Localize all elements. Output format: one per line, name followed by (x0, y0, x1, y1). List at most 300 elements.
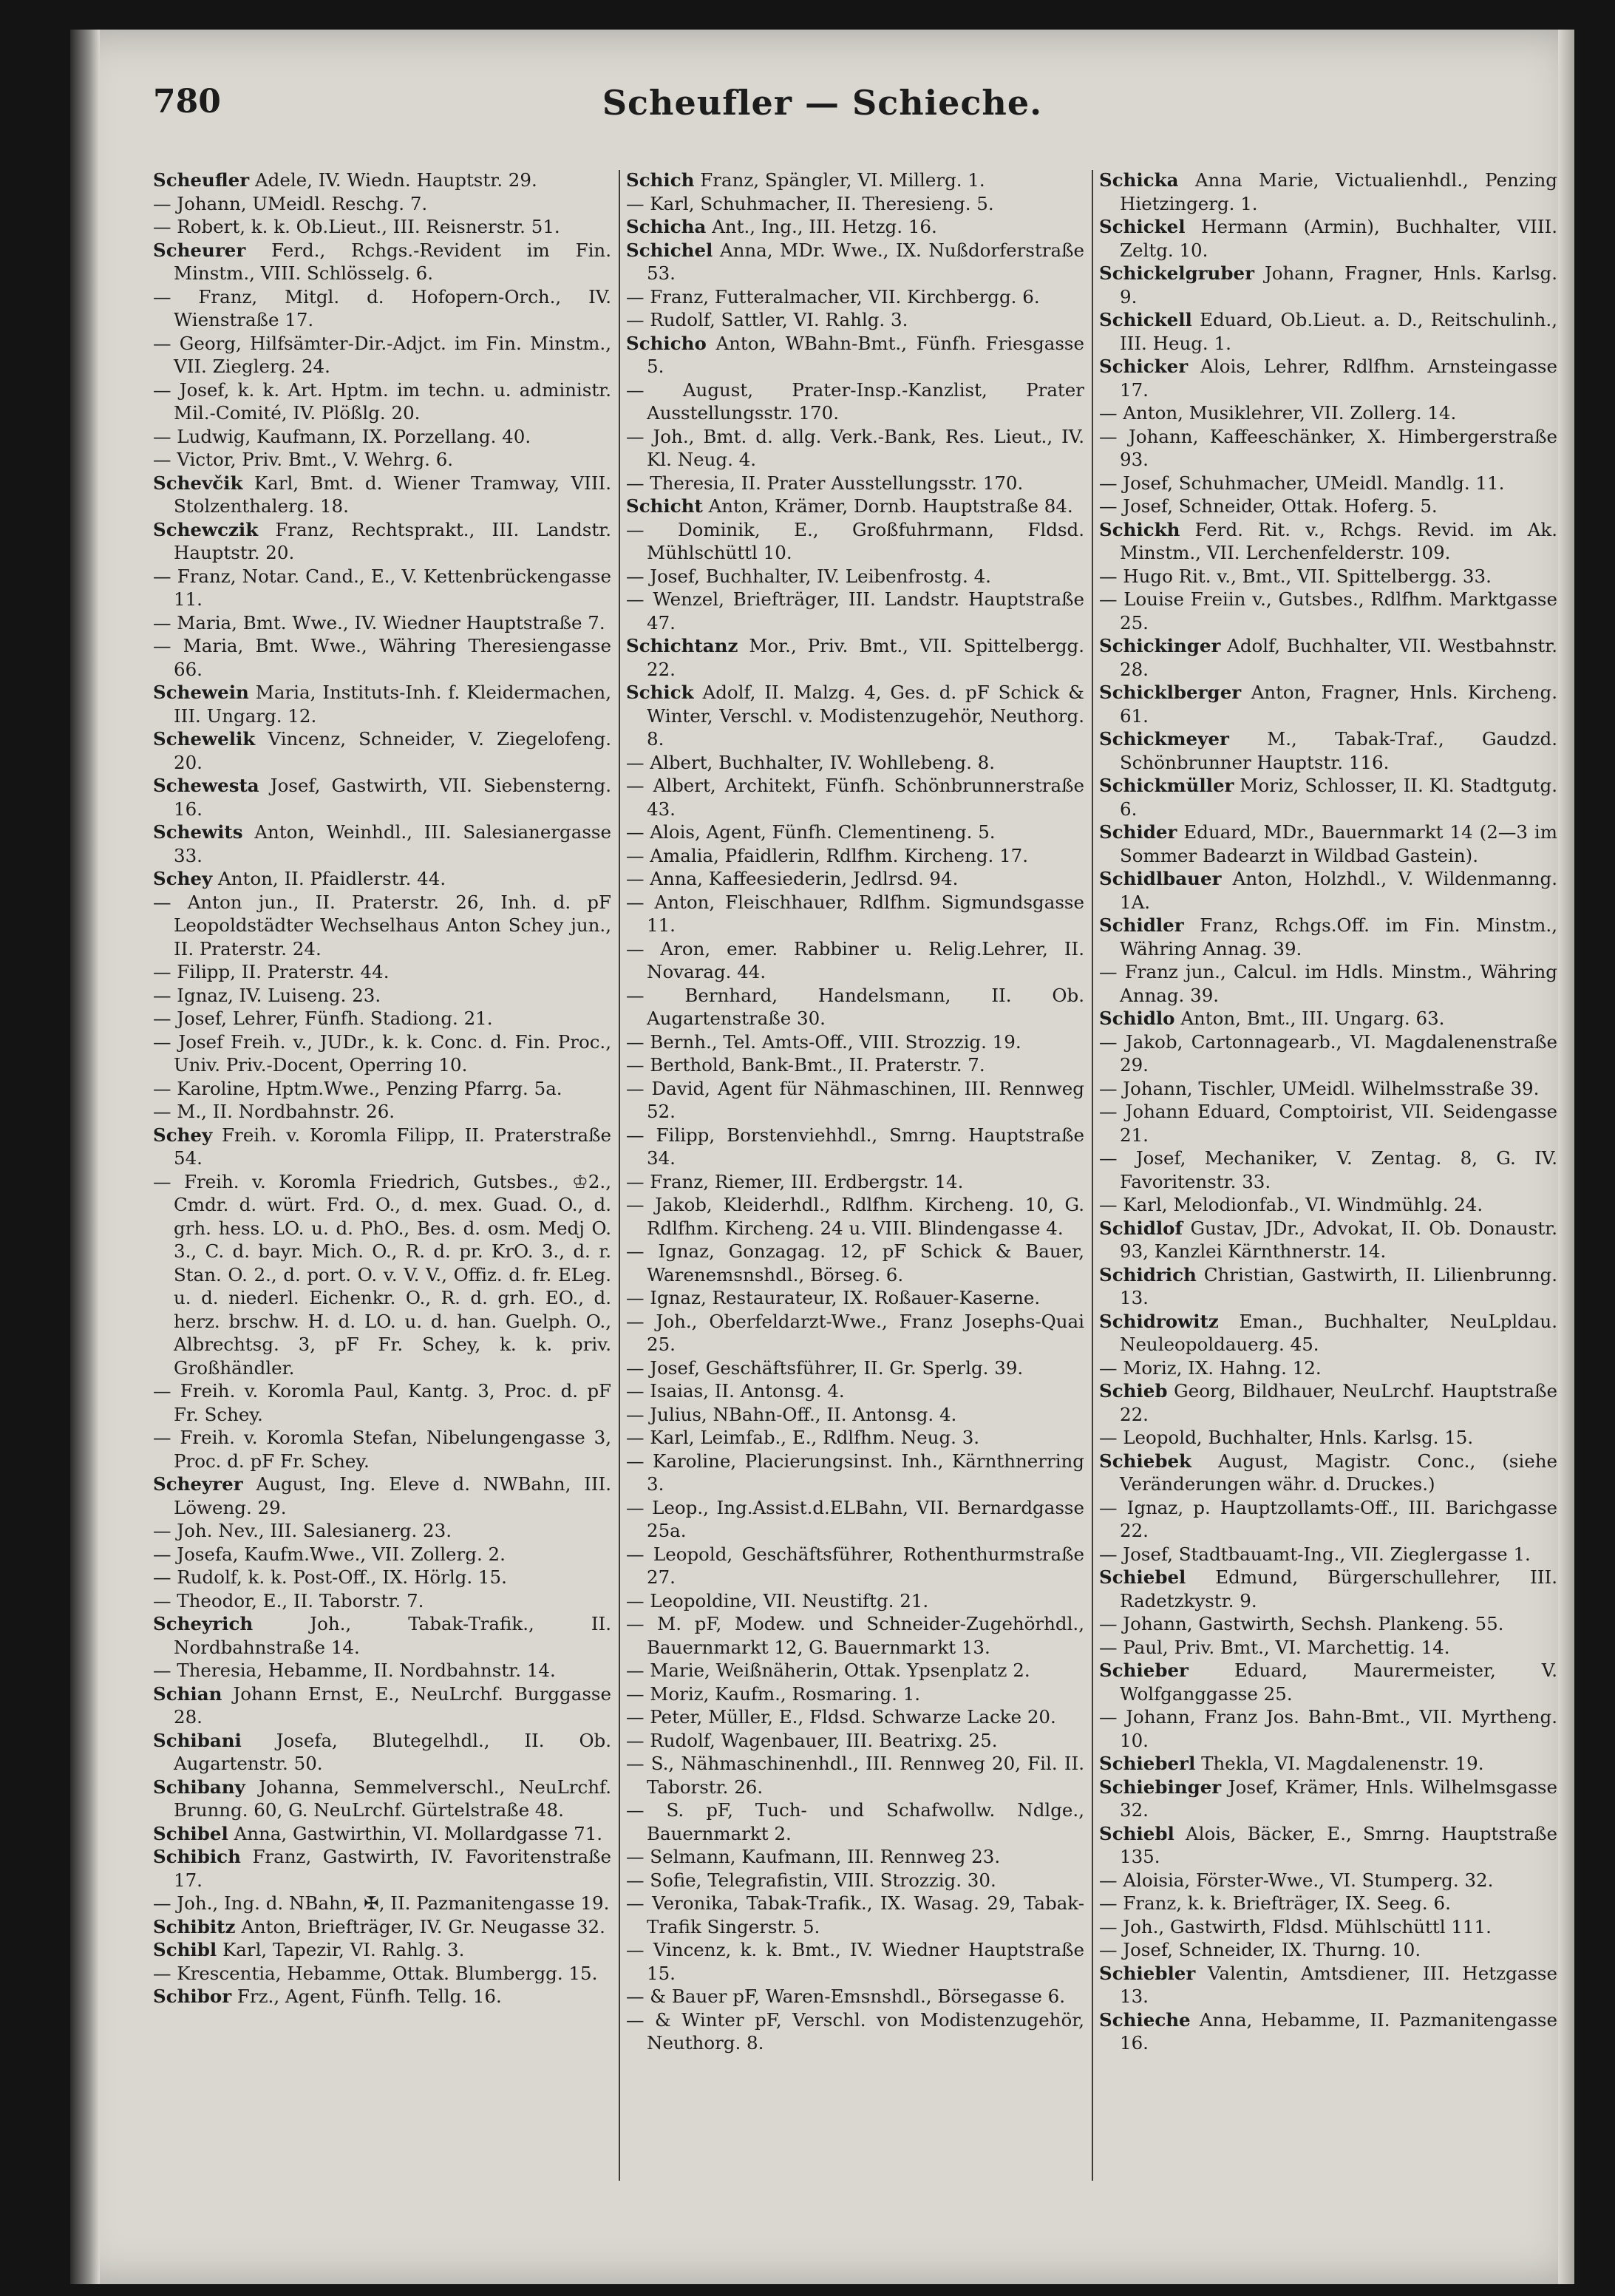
directory-entry (1099, 1379, 1557, 1426)
entry-text: — Theresia, Hebamme, II. Nordbahnstr. 14. (153, 1660, 556, 1681)
entry-text: — Josef, Geschäftsführer, II. Gr. Sperlg. 39. (626, 1356, 1024, 1379)
directory-entry (1099, 727, 1557, 774)
entry-text: — Julius, NBahn-Off., II. Antonsg. 4. (626, 1403, 957, 1425)
directory-entry (626, 2008, 1084, 2055)
directory-entry (153, 1473, 611, 1519)
directory-entry (1099, 518, 1557, 565)
entry-surname: Schey (153, 868, 213, 889)
directory-entry (1099, 1938, 1557, 1962)
entry-text: — Leopold, Buchhalter, Hnls. Karlsg. 15. (1099, 1427, 1474, 1448)
directory-entry (153, 285, 611, 332)
directory-entry (626, 1124, 1084, 1170)
entry-text: Anna, MDr. Wwe., IX. Nußdorferstraße 53. (647, 239, 1084, 284)
directory-entry (1099, 1030, 1557, 1077)
directory-entry (1099, 1450, 1557, 1496)
directory-entry (626, 634, 1084, 681)
entry-text: — Josef, Schneider, Ottak. Hoferg. 5. (1099, 495, 1438, 517)
directory-entry (626, 1450, 1084, 1496)
directory-entry (153, 1822, 611, 1846)
entry-surname: Schiebl (1099, 1822, 1174, 1844)
entry-text: — Jakob, Kleiderhdl., Rdlfhm. Kircheng. 10, G. Rdlfhm. Kircheng. 24 u. VIII. Blindengasse 4. (626, 1194, 1084, 1239)
entry-surname: Schiebler (1099, 1962, 1196, 1984)
entry-surname: Schidlo (1099, 1008, 1175, 1029)
directory-entry (626, 1682, 1084, 1706)
directory-page (70, 30, 1574, 2284)
directory-entry (626, 565, 1084, 588)
running-head: Scheufler — Schieche. (602, 83, 1043, 123)
directory-entry (626, 1985, 1084, 2008)
directory-entry (153, 192, 611, 216)
directory-entry (626, 1030, 1084, 1054)
directory-entry (626, 1752, 1084, 1799)
entry-text: Adolf, Buchhalter, VII. Westbahnstr. 28. (1120, 635, 1557, 680)
directory-entry (153, 1077, 611, 1101)
entry-text: Karl, Bmt. d. Wiener Tramway, VIII. Stolzenthalerg. 18. (174, 472, 611, 517)
entry-text: — Wenzel, Briefträger, III. Landstr. Hauptstraße 47. (626, 588, 1084, 634)
entry-surname: Schieb (1099, 1380, 1168, 1402)
entry-surname: Schidler (1099, 914, 1184, 936)
directory-entry (1099, 472, 1557, 495)
entry-surname: Schickell (1099, 309, 1192, 330)
entry-text: Johanna, Semmelverschl., NeuLrchf. Brunng. 60, G. NeuLrchf. Gürtelstraße 48. (174, 1776, 611, 1821)
entry-surname: Schevčik (153, 472, 243, 494)
entry-text: Mor., Priv. Bmt., VII. Spittelbergg. 22. (647, 635, 1084, 680)
directory-entry (1099, 1193, 1557, 1217)
entry-text: — Freih. v. Koromla Stefan, Nibelungengasse 3, Proc. d. pF Fr. Schey. (153, 1427, 611, 1472)
entry-text: — Marie, Weißnäherin, Ottak. Ypsenplatz 2. (626, 1660, 1030, 1681)
entry-text: Anton, Bmt., III. Ungarg. 63. (1180, 1008, 1445, 1029)
directory-entry (153, 448, 611, 472)
entry-text: Josef, Krämer, Hnls. Wilhelmsgasse 32. (1120, 1776, 1557, 1821)
directory-entry (153, 611, 611, 635)
directory-entry (1099, 914, 1557, 960)
entry-surname: Schewein (153, 682, 249, 703)
directory-entry (1099, 1915, 1557, 1939)
entry-text: — & Winter pF, Verschl. von Modistenzugehör, Neuthorg. 8. (626, 2008, 1084, 2054)
entry-text: — Veronika, Tabak-Trafik., IX. Wasag. 29, Tabak-Trafik Singerstr. 5. (626, 1892, 1084, 1937)
column-rule-2 (1092, 170, 1093, 2181)
entry-text: — Franz, k. k. Briefträger, IX. Seeg. 6. (1099, 1892, 1451, 1914)
directory-entry (626, 1496, 1084, 1543)
entry-text: Karl, Tapezir, VI. Rahlg. 3. (222, 1939, 465, 1960)
directory-entry (626, 332, 1084, 378)
entry-text: — Leop., Ing.Assist.d.ELBahn, VII. Bernardgasse 25a. (626, 1496, 1084, 1541)
entry-surname: Schidlof (1099, 1217, 1183, 1239)
entry-surname: Schibitz (153, 1915, 236, 1937)
directory-entry (1099, 1869, 1557, 1892)
directory-entry (153, 1543, 611, 1566)
page-number: 780 (153, 83, 221, 120)
directory-entry (626, 1659, 1084, 1682)
entry-text: — Ignaz, IV. Luiseng. 23. (153, 984, 381, 1006)
entry-text: — Rudolf, Wagenbauer, III. Beatrixg. 25. (626, 1729, 998, 1751)
directory-entry (153, 1030, 611, 1077)
entry-text: Anton, Briefträger, IV. Gr. Neugasse 32. (241, 1915, 605, 1937)
entry-surname: Schidrowitz (1099, 1310, 1219, 1332)
entry-text: M., Tabak-Traf., Gaudzd. Schönbrunner Hauptstr. 116. (1120, 728, 1558, 773)
directory-entry (153, 1379, 611, 1426)
entry-surname: Schickmüller (1099, 775, 1234, 796)
directory-entry (153, 867, 611, 891)
entry-text: — Berthold, Bank-Bmt., II. Praterstr. 7. (626, 1054, 985, 1076)
entry-text: Adele, IV. Wiedn. Hauptstr. 29. (254, 169, 537, 191)
directory-entry (1099, 1659, 1557, 1705)
entry-surname: Schicha (626, 216, 707, 237)
entry-text: — Paul, Priv. Bmt., VI. Marchettig. 14. (1099, 1636, 1450, 1658)
entry-surname: Schicht (626, 495, 703, 517)
entry-text: Anna Marie, Victualienhdl., Penzing Hietzingerg. 1. (1120, 169, 1557, 214)
entry-surname: Schidlbauer (1099, 868, 1222, 889)
entry-text: Franz, Spängler, VI. Millerg. 1. (700, 169, 985, 191)
entry-surname: Schick (626, 682, 694, 703)
directory-entry (1099, 1100, 1557, 1147)
entry-text: — Selmann, Kaufmann, III. Rennweg 23. (626, 1846, 1001, 1867)
entry-text: — Aron, emer. Rabbiner u. Relig.Lehrer, II. Novarag. 44. (626, 937, 1084, 982)
directory-entry (153, 1612, 611, 1659)
entry-text: — Rudolf, Sattler, VI. Rahlg. 3. (626, 309, 908, 330)
entry-text: — Johann, Tischler, UMeidl. Wilhelmsstraße 39. (1099, 1077, 1540, 1099)
entry-text: — Hugo Rit. v., Bmt., VII. Spittelbergg. 33. (1099, 565, 1492, 587)
entry-text: Anton, Holzhdl., V. Wildenmanng. 1A. (1120, 868, 1557, 913)
entry-text: — Johann, Kaffeeschänker, X. Himbergerstraße 93. (1099, 425, 1557, 470)
directory-entry (153, 1566, 611, 1589)
entry-text: Edmund, Bürgerschullehrer, III. Radetzkystr. 9. (1120, 1566, 1558, 1611)
directory-entry (626, 1892, 1084, 1938)
directory-entry (1099, 1007, 1557, 1030)
directory-entry (626, 1799, 1084, 1845)
entry-text: Freih. v. Koromla Filipp, II. Praterstraße 54. (174, 1124, 611, 1169)
entry-surname: Schey (153, 1124, 213, 1146)
entry-text: — Ignaz, Restaurateur, IX. Roßauer-Kaserne. (626, 1287, 1041, 1308)
directory-entry (153, 821, 611, 867)
entry-surname: Schewits (153, 821, 243, 843)
entry-text: Franz, Rchgs.Off. im Fin. Minstm., Währing Annag. 39. (1120, 914, 1557, 960)
entry-surname: Schich (626, 169, 695, 191)
entry-text: — Joh., Gastwirth, Fldsd. Mühlschüttl 111. (1099, 1915, 1492, 1937)
directory-entry (1099, 1566, 1557, 1612)
entry-text: — Maria, Bmt. Wwe., IV. Wiedner Hauptstraße 7. (153, 611, 605, 634)
entry-text: — M. pF, Modew. und Schneider-Zugehörhdl., Bauernmarkt 12, G. Bauernmarkt 13. (626, 1613, 1084, 1658)
entry-text: Eduard, MDr., Bauernmarkt 14 (2—3 im Sommer Badearzt in Wildbad Gastein). (1120, 821, 1557, 866)
directory-entry (1099, 1356, 1557, 1380)
directory-entry (153, 1915, 611, 1939)
entry-text: Frz., Agent, Fünfh. Tellg. 16. (237, 1986, 502, 2007)
entry-surname: Schickinger (1099, 635, 1221, 656)
entry-text: Johann, Fragner, Hnls. Karlsg. 9. (1120, 262, 1557, 308)
directory-entry (153, 1519, 611, 1543)
entry-text: — Franz, Futteralmacher, VII. Kirchbergg. 6. (626, 285, 1040, 308)
directory-entry (1099, 588, 1557, 634)
directory-entry (1099, 1147, 1557, 1193)
entry-text: Anton, Weinhdl., III. Salesianergasse 33. (174, 821, 611, 866)
entry-text: August, Magistr. Conc., (siehe Veränderungen währ. d. Druckes.) (1120, 1450, 1557, 1495)
entry-surname: Schicho (626, 332, 707, 354)
entry-text: Ferd., Rchgs.-Revident im Fin. Minstm., VIII. Schlösselg. 6. (174, 239, 611, 284)
directory-entry (153, 1776, 611, 1822)
entry-surname: Schidrich (1099, 1263, 1197, 1285)
directory-entry (626, 285, 1084, 309)
entry-text: — Peter, Müller, E., Fldsd. Schwarze Lacke 20. (626, 1706, 1056, 1728)
directory-entry (626, 1729, 1084, 1753)
directory-entry (153, 1892, 611, 1915)
directory-entry (626, 518, 1084, 565)
directory-entry (626, 308, 1084, 332)
directory-entry (153, 1170, 611, 1380)
directory-entry (153, 169, 611, 192)
directory-entry (1099, 1776, 1557, 1822)
directory-entry (626, 681, 1084, 751)
directory-entry (1099, 1752, 1557, 1776)
entry-surname: Schibany (153, 1776, 245, 1798)
entry-text: — Joh., Oberfeldarzt-Wwe., Franz Josephs-Quai 25. (626, 1310, 1084, 1355)
directory-entry (1099, 1077, 1557, 1101)
directory-entry (1099, 867, 1557, 914)
column-3 (1099, 169, 1557, 2055)
entry-surname: Schicker (1099, 356, 1189, 377)
entry-text: — Moriz, IX. Hahng. 12. (1099, 1356, 1322, 1379)
entry-surname: Schider (1099, 821, 1177, 843)
entry-surname: Schickh (1099, 518, 1180, 540)
entry-text: — Leopold, Geschäftsführer, Rothenthurmstraße 27. (626, 1543, 1084, 1588)
directory-entry (626, 1938, 1084, 1985)
directory-entry (1099, 681, 1557, 727)
entry-text: — & Bauer pF, Waren-Emsnshdl., Börsegasse 6. (626, 1986, 1065, 2007)
directory-entry (626, 1426, 1084, 1450)
directory-entry (1099, 215, 1557, 262)
entry-text: Ant., Ing., III. Hetzg. 16. (712, 216, 937, 237)
directory-entry (153, 518, 611, 565)
directory-entry (626, 1310, 1084, 1356)
book-spine-shadow (70, 30, 100, 2284)
entry-text: Gustav, JDr., Advokat, II. Ob. Donaustr. 93, Kanzlei Kärnthnerstr. 14. (1120, 1217, 1557, 1262)
entry-text: Christian, Gastwirth, II. Lilienbrunng. 13. (1120, 1263, 1557, 1308)
directory-entry (153, 1426, 611, 1473)
directory-entry (626, 774, 1084, 821)
entry-text: — Anton, Fleischhauer, Rdlfhm. Sigmundsgasse 11. (626, 891, 1084, 936)
directory-entry (626, 472, 1084, 495)
page-edge (1558, 30, 1574, 2284)
entry-text: — Bernhard, Handelsmann, II. Ob. Augartenstraße 30. (626, 984, 1084, 1029)
directory-entry (153, 1682, 611, 1729)
directory-entry (1099, 355, 1557, 401)
directory-entry (1099, 634, 1557, 681)
entry-text: — Aloisia, Förster-Wwe., VI. Stumperg. 32. (1099, 1869, 1494, 1891)
entry-text: Ferd. Rit. v., Rchgs. Revid. im Ak. Minstm., VII. Lerchenfelderstr. 109. (1120, 518, 1557, 563)
directory-entry (1099, 1217, 1557, 1263)
entry-text: — Albert, Buchhalter, IV. Wohllebeng. 8. (626, 751, 996, 773)
directory-entry (626, 169, 1084, 192)
entry-text: — Josef, k. k. Art. Hptm. im techn. u. administr. Mil.-Comité, IV. Plößlg. 20. (153, 378, 611, 424)
directory-entry (1099, 774, 1557, 821)
entry-text: — August, Prater-Insp.-Kanzlist, Prater Ausstellungsstr. 170. (626, 378, 1084, 424)
directory-entry (153, 891, 611, 961)
directory-entry (626, 1193, 1084, 1240)
entry-text: Thekla, VI. Magdalenenstr. 19. (1201, 1753, 1484, 1774)
directory-entry (1099, 262, 1557, 308)
directory-entry (1099, 960, 1557, 1007)
entry-text: Alois, Lehrer, Rdlfhm. Arnsteingasse 17. (1120, 356, 1557, 401)
entry-text: — Anna, Kaffeesiederin, Jedlrsd. 94. (626, 868, 959, 889)
entry-text: Moriz, Schlosser, II. Kl. Stadtgutg. 6. (1120, 775, 1557, 820)
directory-entry (1099, 1636, 1557, 1660)
entry-text: — M., II. Nordbahnstr. 26. (153, 1101, 395, 1122)
directory-entry (626, 984, 1084, 1030)
entry-text: — Josef, Mechaniker, V. Zentag. 8, G. IV. Favoritenstr. 33. (1099, 1147, 1557, 1192)
directory-entry (153, 1985, 611, 2008)
directory-entry (153, 1962, 611, 1986)
entry-surname: Schewesta (153, 775, 259, 796)
directory-entry (626, 751, 1084, 775)
entry-text: — Victor, Priv. Bmt., V. Wehrg. 6. (153, 449, 454, 470)
directory-entry (626, 215, 1084, 239)
directory-entry (1099, 1263, 1557, 1310)
entry-surname: Schicklberger (1099, 682, 1242, 703)
directory-entry (626, 937, 1084, 984)
directory-entry (153, 1938, 611, 1962)
entry-text: — Franz, Mitgl. d. Hofopern-Orch., IV. Wienstraße 17. (153, 285, 611, 330)
entry-text: — Franz, Riemer, III. Erdbergstr. 14. (626, 1170, 964, 1192)
entry-text: Georg, Bildhauer, NeuLrchf. Hauptstraße 22. (1120, 1380, 1557, 1425)
entry-text: — Joh., Ing. d. NBahn, ✠, II. Pazmanitengasse 19. (153, 1892, 610, 1914)
directory-entry (1099, 1822, 1557, 1869)
entry-text: — Louise Freiin v., Gutsbes., Rdlfhm. Marktgasse 25. (1099, 588, 1557, 634)
entry-text: — Josef Freih. v., JUDr., k. k. Conc. d. Fin. Proc., Univ. Priv.-Docent, Operring 10. (153, 1030, 611, 1076)
entry-text: — Moriz, Kaufm., Rosmaring. 1. (626, 1682, 921, 1705)
entry-text: Eman., Buchhalter, NeuLpldau. Neuleopoldauerg. 45. (1120, 1310, 1557, 1355)
entry-surname: Schibl (153, 1939, 217, 1960)
directory-entry (626, 1356, 1084, 1380)
entry-text: — Filipp, II. Praterstr. 44. (153, 961, 390, 982)
directory-entry (626, 425, 1084, 472)
directory-entry (626, 1589, 1084, 1613)
entry-text: Eduard, Ob.Lieut. a. D., Reitschulinh., III. Heug. 1. (1120, 309, 1557, 354)
entry-text: — David, Agent für Nähmaschinen, III. Rennweg 52. (626, 1077, 1084, 1122)
entry-text: — Anton jun., II. Praterstr. 26, Inh. d. pF Leopoldstädter Wechselhaus Anton Schey jun., II. Praterstr. 24. (153, 891, 611, 960)
entry-text: — Anton, Musiklehrer, VII. Zollerg. 14. (1099, 402, 1457, 424)
entry-surname: Schiebek (1099, 1450, 1192, 1472)
directory-entry (153, 960, 611, 984)
page-header (70, 83, 1574, 142)
directory-entry (626, 1240, 1084, 1286)
entry-text: — Robert, k. k. Ob.Lieut., III. Reisnerstr. 51. (153, 216, 560, 237)
column-2 (626, 169, 1084, 2055)
entry-text: Franz, Rechtsprakt., III. Landstr. Hauptstr. 20. (174, 518, 611, 563)
entry-text: — Josef, Schneider, IX. Thurng. 10. (1099, 1939, 1421, 1960)
directory-entry (626, 1077, 1084, 1124)
entry-text: — Leopoldine, VII. Neustiftg. 21. (626, 1589, 929, 1611)
directory-entry (1099, 1612, 1557, 1636)
entry-surname: Schieberl (1099, 1753, 1196, 1774)
entry-text: — Jakob, Cartonnagearb., VI. Magdalenenstraße 29. (1099, 1030, 1557, 1076)
entry-surname: Schickmeyer (1099, 728, 1229, 750)
directory-entry (1099, 169, 1557, 215)
entry-text: — Vincenz, k. k. Bmt., IV. Wiedner Hauptstraße 15. (626, 1939, 1084, 1984)
directory-entry (1099, 1426, 1557, 1450)
directory-entry (626, 378, 1084, 425)
entry-text: — Freih. v. Koromla Paul, Kantg. 3, Proc. d. pF Fr. Schey. (153, 1380, 611, 1425)
directory-entry (153, 472, 611, 518)
directory-entry (153, 239, 611, 285)
entry-text: Johann Ernst, E., NeuLrchf. Burggasse 28. (174, 1682, 611, 1728)
directory-entry (1099, 1892, 1557, 1915)
entry-text: — Bernh., Tel. Amts-Off., VIII. Strozzig. 19. (626, 1030, 1021, 1053)
entry-text: Anna, Gastwirthin, VI. Mollardgasse 71. (234, 1822, 603, 1844)
entry-surname: Schian (153, 1682, 222, 1705)
entry-surname: Schickel (1099, 216, 1186, 237)
directory-entry (626, 239, 1084, 285)
entry-surname: Schicka (1099, 169, 1179, 191)
entry-surname: Schieber (1099, 1660, 1189, 1681)
entry-surname: Schewczik (153, 518, 259, 540)
directory-entry (153, 1659, 611, 1682)
directory-entry (1099, 1310, 1557, 1356)
entry-text: — Karl, Schuhmacher, II. Theresieng. 5. (626, 192, 994, 214)
entry-text: — Amalia, Pfaidlerin, Rdlfhm. Kircheng. 17. (626, 844, 1029, 866)
entry-surname: Schieche (1099, 2008, 1191, 2031)
entry-surname: Schiebel (1099, 1566, 1186, 1588)
column-rule-1 (619, 170, 620, 2181)
directory-entry (626, 495, 1084, 518)
entry-text: — S., Nähmaschinenhdl., III. Rennweg 20, Fil. II. Taborstr. 26. (626, 1753, 1084, 1798)
directory-entry (153, 378, 611, 425)
directory-entry (626, 821, 1084, 844)
directory-entry (153, 984, 611, 1008)
entry-surname: Scheurer (153, 239, 246, 261)
entry-text: — Alois, Agent, Fünfh. Clementineng. 5. (626, 821, 996, 843)
entry-text: — Maria, Bmt. Wwe., Währing Theresiengasse 66. (153, 635, 611, 680)
directory-entry (1099, 425, 1557, 472)
entry-text: Anton, Fragner, Hnls. Kircheng. 61. (1120, 682, 1557, 727)
directory-entry (1099, 1496, 1557, 1543)
entry-surname: Schibel (153, 1822, 228, 1844)
directory-entry (1099, 1962, 1557, 2008)
directory-entry (153, 681, 611, 727)
directory-entry (626, 1170, 1084, 1194)
directory-entry (1099, 308, 1557, 355)
directory-entry (1099, 821, 1557, 867)
directory-entry (626, 1379, 1084, 1403)
directory-entry (626, 891, 1084, 937)
entry-surname: Scheyrich (153, 1613, 254, 1634)
directory-entry (626, 1612, 1084, 1659)
directory-entry (153, 634, 611, 681)
entry-text: — Krescentia, Hebamme, Ottak. Blumbergg. 15. (153, 1962, 598, 1984)
column-1 (153, 169, 611, 2008)
entry-text: Anton, II. Pfaidlerstr. 44. (218, 868, 446, 889)
entry-text: — Ludwig, Kaufmann, IX. Porzellang. 40. (153, 425, 531, 447)
entry-text: — Georg, Hilfsämter-Dir.-Adjct. im Fin. Minstm., VII. Zieglerg. 24. (153, 332, 611, 377)
directory-entry (1099, 2008, 1557, 2055)
entry-text: — Josef, Buchhalter, IV. Leibenfrostg. 4. (626, 565, 991, 587)
directory-entry (153, 1100, 611, 1124)
entry-text: Anna, Hebamme, II. Pazmanitengasse 16. (1120, 2008, 1557, 2054)
directory-entry (1099, 401, 1557, 425)
entry-text: — Joh., Bmt. d. allg. Verk.-Bank, Res. Lieut., IV. Kl. Neug. 4. (626, 425, 1084, 470)
entry-text: Eduard, Maurermeister, V. Wolfganggasse 25. (1120, 1660, 1557, 1705)
entry-text: — Karl, Leimfab., E., Rdlfhm. Neug. 3. (626, 1427, 980, 1448)
entry-surname: Schichel (626, 239, 713, 261)
entry-text: Maria, Instituts-Inh. f. Kleidermachen, III. Ungarg. 12. (174, 682, 611, 727)
entry-text: — Franz jun., Calcul. im Hdls. Minstm., Währing Annag. 39. (1099, 961, 1557, 1006)
entry-text: Vincenz, Schneider, V. Ziegelofeng. 20. (174, 728, 611, 773)
entry-text: — Karoline, Placierungsinst. Inh., Kärnthnerring 3. (626, 1450, 1084, 1495)
directory-entry (153, 332, 611, 378)
directory-entry (1099, 1543, 1557, 1566)
entry-text: — Johann Eduard, Comptoirist, VII. Seidengasse 21. (1099, 1101, 1557, 1146)
directory-entry (153, 1589, 611, 1613)
entry-text: — Johann, UMeidl. Reschg. 7. (153, 192, 428, 214)
entry-text: — Karoline, Hptm.Wwe., Penzing Pfarrg. 5a. (153, 1077, 562, 1099)
